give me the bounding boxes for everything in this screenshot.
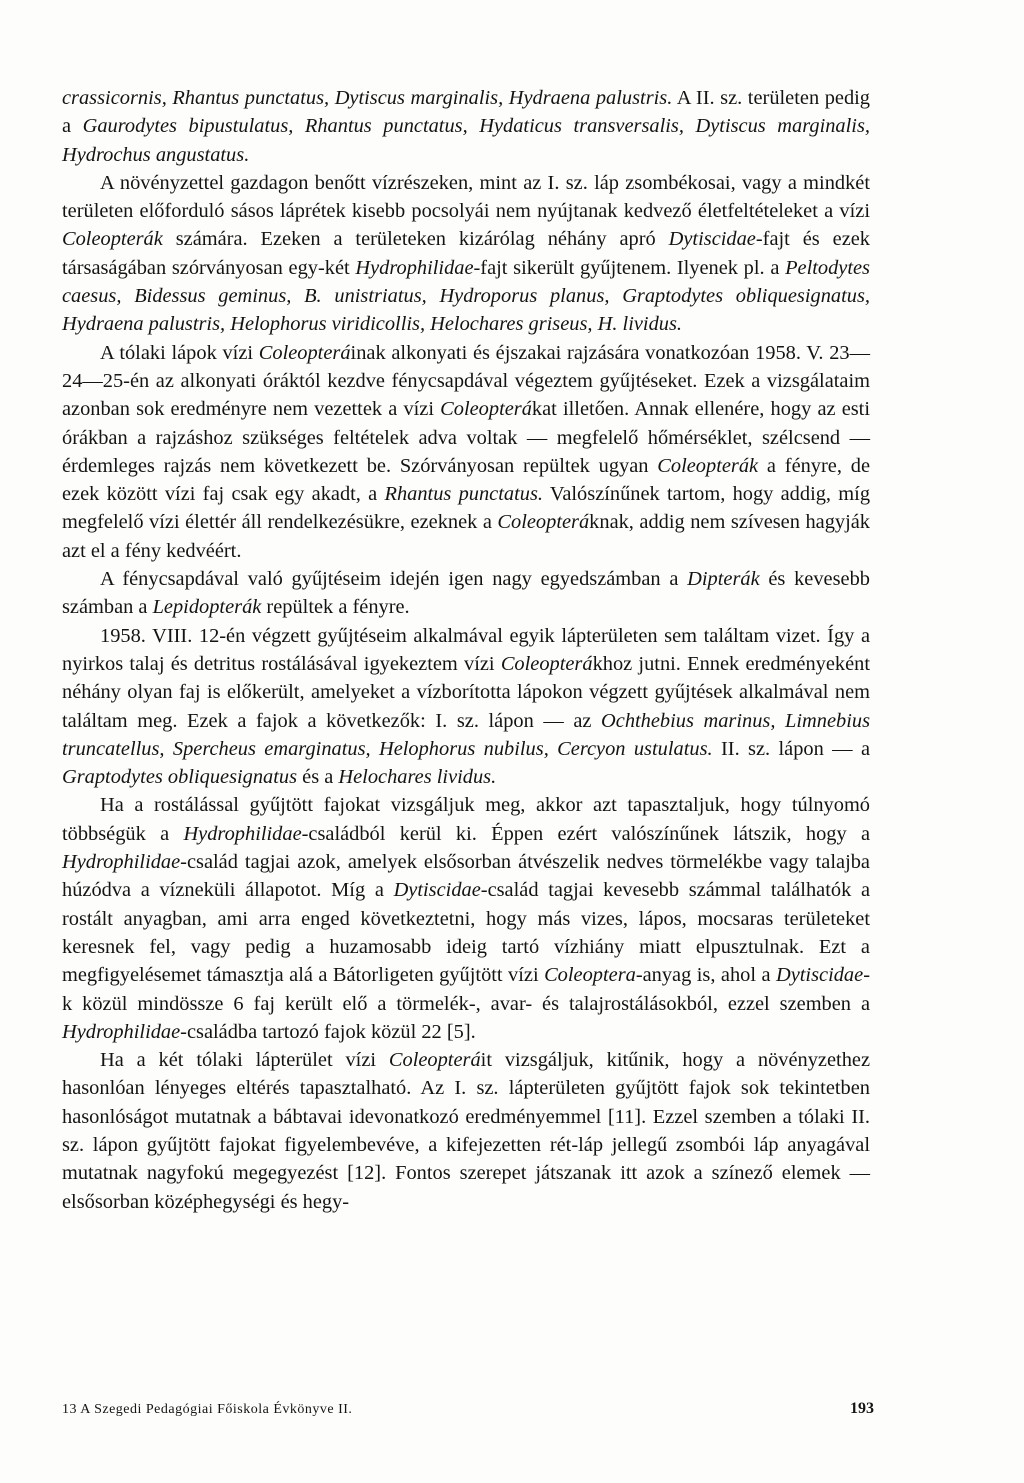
italic-term: Coleopterá <box>440 398 532 421</box>
footer-journal-title: 13 A Szegedi Pedagógiai Főiskola Évkönyve II. <box>62 1402 353 1417</box>
text-run: és kevesebb számban a <box>62 568 870 619</box>
text-run: Valószínűnek tartom, hogy addig, míg megfelelő vízi élettér áll rendelkezésükre, ezeknek a <box>62 483 871 534</box>
italic-term: Hydrophilidae <box>183 822 302 845</box>
text-run: inak alkonyati és éjszakai rajzására vonatkozóan 1958. V. 23—24—25-én az alkonyati óráktól kezdve fénycsapdával végeztem gyűjtéseket. Ezek a vizsgálataim azonban sok eredményre nem vezettek a vízi <box>62 341 870 421</box>
text-run: A II. sz. területen pedig a <box>62 87 870 138</box>
italic-term: Hydrophilidae <box>355 256 474 279</box>
italic-term: Hydrophilidae <box>62 1020 181 1043</box>
italic-term: Coleopterá <box>500 652 593 675</box>
text-run: knak, addig nem szívesen hagyják azt el a fény kedvéért. <box>62 511 870 562</box>
text-run: -család tagjai azok, amelyek elsősorban átvészelik nedves törmelékbe vagy talajba húzódva a vízneküli állapotot. Míg a <box>62 851 870 902</box>
italic-term: Helochares lividus. <box>338 766 497 789</box>
italic-term: Peltodytes caesus, Bidessus geminus, B. unistriatus, Hydroporus planus, Graptodytes obliquesignatus, Hydraena palustris, Helophorus viridicollis, Helochares griseus, H. lividus. <box>62 256 870 336</box>
text-run: és a <box>297 766 339 789</box>
italic-term: Coleoptera <box>544 964 636 987</box>
italic-term: Graptodytes obliquesignatus <box>62 766 298 789</box>
paragraph <box>62 565 870 622</box>
text-run: A tólaki lápok vízi <box>100 341 259 364</box>
text-run: 1958. VIII. 12-én végzett gyűjtéseim alkalmával egyik lápterületen sem találtam vizet. Így a nyirkos talaj és detritus rostálásával igyekeztem vízi <box>62 624 870 675</box>
italic-term: Coleopterá <box>388 1049 481 1072</box>
text-run: Ha a két tólaki lápterület vízi <box>100 1049 389 1072</box>
text-run: khoz jutni. Ennek eredményeként néhány olyan faj is előkerült, amelyeket a vízborította lápokon végzett gyűjtések alkalmával nem találtam meg. Ezek a fajok a következők: I. sz. lápon — az <box>62 652 870 732</box>
page-number: 193 <box>850 1400 874 1417</box>
paragraph <box>62 791 870 1046</box>
text-run: -család tagjai kevesebb számmal találhatók a rostált anyagban, ami arra enged következtetni, hogy más vizes, lápos, mocsaras területeket keresnek fel, vagy pedig a huzamosabb ideig tartó vízhiány miatt elpusztulnak. Ezt a megfigyelésemet támasztja alá a Bátorligeten gyűjtött vízi <box>62 879 870 987</box>
text-run: -anyag is, ahol a <box>635 964 776 987</box>
italic-term: crassicornis, Rhantus punctatus, Dytiscus marginalis, Hydraena palustris. <box>62 87 673 109</box>
paragraph <box>62 169 870 339</box>
italic-term: Dipterák <box>687 568 760 591</box>
page-footer <box>62 1400 874 1418</box>
italic-term: Hydrophilidae <box>62 851 181 874</box>
text-run: a fényre, de ezek között vízi faj csak egy akadt, a <box>62 454 870 506</box>
italic-term: Coleopterák <box>657 454 759 477</box>
italic-term: Rhantus punctatus. <box>384 483 543 506</box>
page-body <box>62 84 870 1216</box>
text-run: -fajt és ezek társaságában szórványosan egy-két <box>62 228 870 279</box>
text-run: kat illetően. Annak ellenére, hogy az esti órákban a rajzáshoz szükséges feltételek adva voltak — megfelelő hőmérséklet, szélcsend — érdemleges rajzás nem következett be. Szórványosan repültek ugyan <box>62 398 871 477</box>
italic-term: Ochthebius marinus, Limnebius truncatellus, Spercheus emarginatus, Helophorus nubilus, Cercyon ustulatus. <box>62 709 870 760</box>
text-run: -k közül mindössze 6 faj került elő a törmelék-, avar- és talajrostálásokból, ezzel szemben a <box>62 964 870 1015</box>
italic-term: Coleopterák <box>62 228 163 251</box>
text-run: A fénycsapdával való gyűjtéseim idején igen nagy egyedszámban a <box>100 568 688 591</box>
italic-term: Dytiscidae <box>775 964 864 987</box>
italic-term: Dytiscidae <box>393 879 481 902</box>
italic-term: Gaurodytes bipustulatus, Rhantus punctatus, Hydaticus transversalis, Dytiscus marginalis, Hydrochus angustatus. <box>62 115 870 166</box>
text-run: -családba tartozó fajok közül 22 [5]. <box>180 1020 476 1043</box>
paragraph <box>62 622 870 792</box>
paragraph <box>62 1046 870 1216</box>
text-run: -családból kerül ki. Éppen ezért valószínűnek látszik, hogy a <box>301 822 870 845</box>
text-run: -fajt sikerült gyűjtenem. Ilyenek pl. a <box>473 256 786 279</box>
text-run: repültek a fényre. <box>261 596 410 619</box>
text-run: Ha a rostálással gyűjtött fajokat vizsgáljuk meg, akkor azt tapasztaljuk, hogy túlnyomó többségük a <box>62 794 870 845</box>
text-run: számára. Ezeken a területeken kizárólag néhány apró <box>162 228 669 251</box>
text-run: II. sz. lápon — a <box>712 737 870 760</box>
italic-term: Lepidopterák <box>152 596 262 619</box>
italic-term: Coleopterá <box>258 341 351 364</box>
italic-term: Coleopterá <box>497 511 590 534</box>
text-run: it vizsgáljuk, kitűnik, hogy a növényzethez hasonlóan lényeges eltérés tapasztalható. Az I. sz. lápterületen gyűjtött fajok sok tekintetben hasonlóságot mutatnak a bábtavai idevonatkozó eredményemmel [11]. Ezzel szemben a tólaki II. sz. lápon gyűjtött fajokat figyelembevéve, a kifejezetten rét-láp jellegű zsombói láp anyagával mutatnak nagyfokú megegyezést [12]. Fontos szerepet játszanak itt azok a színező elemek — elsősorban középhegységi és hegy- <box>62 1049 870 1213</box>
paragraph <box>62 339 870 565</box>
italic-term: Dytiscidae <box>668 228 756 251</box>
paragraph <box>62 84 870 169</box>
text-run: A növényzettel gazdagon benőtt vízrészeken, mint az I. sz. láp zsombékosai, vagy a mindkét területen előforduló sásos láprétek kisebb pocsolyái nem nyújtanak kedvező életfeltételeket a vízi <box>62 171 870 223</box>
